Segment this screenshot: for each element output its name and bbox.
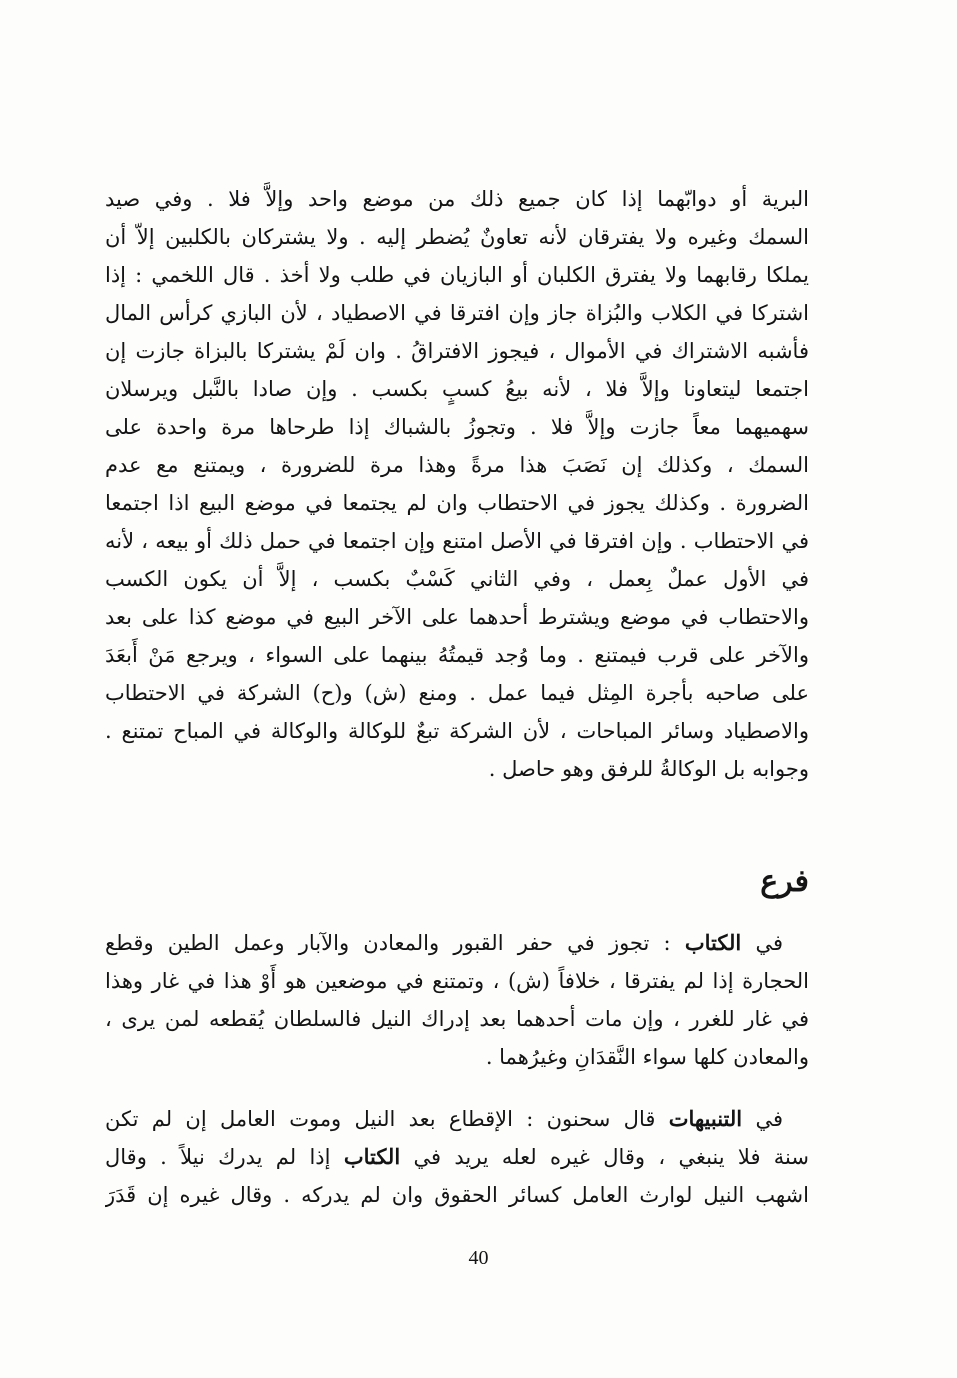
bold-term: التنبيهات — [668, 1106, 743, 1131]
text-line — [105, 924, 809, 962]
text-line — [105, 1100, 809, 1138]
text-line: السمك وغيره ولا يفترقان لأنه تعاونٌ يُضطر إليه . ولا يشتركان بالكلبين إلاّ أن — [105, 225, 809, 249]
paragraph-tanbihat — [105, 1100, 809, 1214]
text-line: فأشبه الاشتراك في الأموال ، فيجوز الافتراقُ . وان لَمْ يشتركا بالبزاة جازت إن — [105, 339, 809, 363]
text-line: سهميهما معاً جازت وإلاَّ فلا . وتجوزُ بالشباك إذا طرحاها مرة واحدة على — [105, 415, 809, 439]
text-line: الضرورة . وكذلك يجوز في الاحتطاب وان لم يجتمعا في موضع البيع اذا اجتمعا — [105, 491, 809, 515]
text-line: اشهب النيل لوارث العامل كسائر الحقوق وان لم يدركه . وقال غيره إن قَدَرَ — [105, 1183, 809, 1207]
page-number: 40 — [468, 1247, 489, 1269]
bold-term: الكتاب — [343, 1144, 401, 1169]
text-line: في الأول عملٌ بِعمل ، وفي الثاني كَسْبٌ بكسب ، إلاَّ أن يكون الكسب — [105, 567, 809, 591]
line-start: سنة فلا ينبغي ، وقال غيره لعله يريد في — [413, 1145, 809, 1169]
text-line: والاصطياد وسائر المباحات ، لأن الشركة تبعٌ للوكالة والوكالة في المباح تمتنع . — [105, 719, 809, 743]
text-line: اجتمعا ليتعاونا وإلاَّ فلا ، لأنه بيعُ كسبٍ بكسب . وإن صادا بالنَّبل ويرسلان — [105, 377, 809, 401]
text-line: وجوابه بل الوكالةُ للرفق وهو حاصل . — [488, 757, 809, 781]
text-line: السمك ، وكذلك إن نَصَبَ هذا مرةً وهذا مرة للضرورة ، ويمتنع مع عدم — [105, 453, 809, 477]
text-line: والمعادن كلها سواء النَّقدَانِ وغيرُهما . — [485, 1045, 809, 1069]
text-line: في غار للغرر ، وإن مات أحدهما بعد إدراك النيل فالسلطان يُقطعه لمن يرى ، — [105, 1007, 809, 1031]
paragraph-kitab — [105, 924, 809, 1076]
main-paragraph — [105, 180, 809, 788]
text-line: في الاحتطاب . وإن افترقا في الأصل امتنع وإن اجتمعا في حمل ذلك أو بيعه ، لأنه — [105, 529, 809, 553]
text-line: والآخر على قرب فيمتنع . وما وُجد قيمتُهُ بينهما على السواء ، ويرجع مَنْ أَبعَدَ — [105, 643, 809, 667]
text-line: الحجارة إذا لم يفترقا ، خلافاً (ش) ، وتمتنع في موضعين هو أَوْ هذا في غار وهذا — [105, 969, 809, 993]
bold-term: الكتاب — [684, 930, 742, 955]
line-prefix: في — [755, 1107, 783, 1131]
line-rest: قال سحنون : الإقطاع بعد النيل وموت العامل إن لم تكن — [105, 1107, 656, 1131]
text-line — [105, 1138, 809, 1176]
text-line: اشتركا في الكلاب والبُزاة جاز وإن افترقا في الاصطياد ، لأن البازي كرأس المال — [105, 301, 809, 325]
line-prefix: في — [755, 931, 783, 955]
line-rest: : تجوز في حفر القبور والمعادن والآبار وعمل الطين وقطع — [105, 931, 671, 955]
text-line: يملكا رقابهما ولا يفترق الكلبان أو البازيان في طلب ولا أخذ . قال اللخمي : إذا — [105, 263, 809, 287]
line-end: إذا لم يدرك نيلاً . وقال — [105, 1145, 331, 1169]
text-line: على صاحبه بأجرة المِثل فيما عمل . ومنع (ش) و(ح) الشركة في الاحتطاب — [105, 681, 809, 705]
section-heading: فرع — [760, 864, 809, 899]
text-line: والاحتطاب في موضع ويشترط أحدهما على الآخر البيع في موضع كذا على بعد — [105, 605, 809, 629]
text-line: البرية أو دوابّهما إذا كان جميع ذلك من موضع واحد وإلاَّ فلا . وفي صيد — [105, 187, 809, 211]
